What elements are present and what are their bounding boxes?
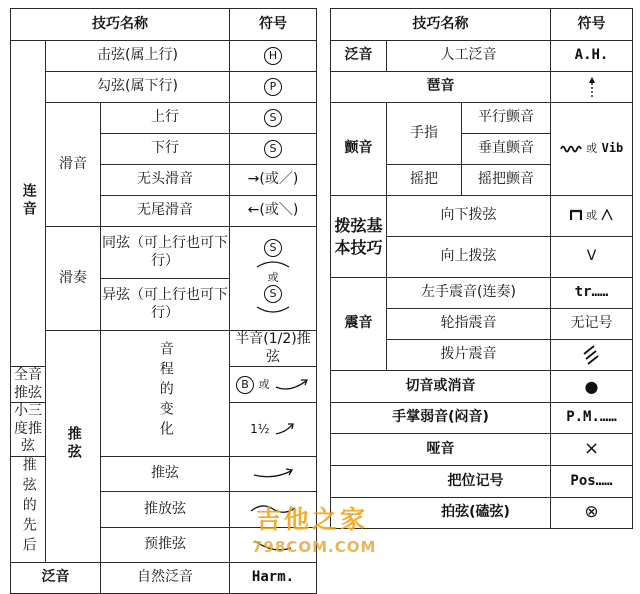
subcategory-huayin: 滑音 — [46, 103, 101, 227]
slide-down-symbol: S — [230, 134, 317, 165]
row-ziran-fanyin — [11, 563, 317, 594]
name-banyin: 半音(1/2)推弦 — [230, 331, 317, 367]
category-chanyin: 颤音 — [331, 103, 387, 196]
left-header-name: 技巧名称 — [11, 9, 230, 41]
pre-bend-symbol — [230, 527, 317, 563]
bend-curve-icon — [251, 466, 295, 480]
right-header-symbol: 符号 — [551, 9, 633, 41]
name-xiangshang: 向上拨弦 — [387, 237, 551, 278]
right-technique-table — [330, 8, 633, 529]
name-zuoshou: 左手震音(连奏) — [387, 278, 551, 309]
name-shouzhang: 手掌弱音(闷音) — [331, 403, 551, 434]
hammer-on-symbol: H — [230, 41, 317, 72]
row-jixian — [11, 41, 317, 72]
name-wutou: 无头滑音 — [101, 165, 230, 196]
bend-symbol — [230, 456, 317, 492]
chanyin-shouzhi: 手指 — [387, 103, 462, 165]
name-yixian: 异弦（可上行也可下行） — [101, 279, 230, 331]
row-piyin — [331, 72, 633, 103]
name-tuixian: 推弦 — [101, 456, 230, 492]
row-paixian — [331, 498, 633, 529]
watermark-logo-text: 吉他之家 — [256, 505, 369, 534]
vibrato-symbol: 或 Vib — [551, 103, 633, 196]
arpeggio-symbol — [551, 72, 633, 103]
glissando-s-icon-2: S — [264, 285, 282, 303]
slap-symbol: ⊗ — [551, 498, 633, 529]
row-qieyin — [331, 371, 633, 403]
left-header-row — [11, 9, 317, 41]
slide-up-symbol: S — [230, 103, 317, 134]
category-fanyin-right: 泛音 — [331, 41, 387, 72]
trill-symbol: tr…… — [551, 278, 633, 309]
mute-dot-symbol: ● — [551, 371, 633, 403]
name-qieyin: 切音或消音 — [331, 371, 551, 403]
vibrato-wave-icon — [560, 143, 582, 153]
pull-off-symbol: P — [230, 72, 317, 103]
name-tongxian: 同弦（可上行也可下行） — [101, 227, 230, 279]
row-shouzhang — [331, 403, 633, 434]
pre-bend-curve-icon — [251, 536, 295, 554]
watermark-url: 798COM.COM — [252, 538, 377, 556]
name-lunzhi: 轮指震音 — [387, 309, 551, 340]
position-symbol: Pos…… — [551, 466, 633, 498]
full-bend-symbol: B 或 — [230, 367, 317, 403]
category-lianyin: 连音 — [11, 41, 46, 367]
category-zhenyin: 震音 — [331, 278, 387, 371]
row-huayin-shangxing — [11, 103, 317, 134]
name-shangxing: 上行 — [101, 103, 230, 134]
palm-mute-symbol: P.M.…… — [551, 403, 633, 434]
slide-in-symbol: →(或／) — [230, 165, 317, 196]
name-pingxing: 平行颤音 — [462, 103, 551, 134]
minor-third-bend-symbol: 1½ — [230, 403, 317, 457]
name-bopian: 拨片震音 — [387, 340, 551, 371]
slide-out-symbol: ←(或＼) — [230, 196, 317, 227]
row-banyin — [11, 331, 317, 367]
glissando-arc-icon-2 — [253, 306, 293, 314]
left-header-symbol: 符号 — [230, 9, 317, 41]
subcategory-huazou: 滑奏 — [46, 227, 101, 331]
name-tuifang: 推放弦 — [101, 492, 230, 528]
natural-harmonic-symbol: Harm. — [230, 563, 317, 594]
row-pingxing — [331, 103, 633, 134]
name-yayin: 哑音 — [331, 434, 551, 466]
subcategory-yincheng: 音程的变化 — [101, 331, 230, 457]
name-xiaxing: 下行 — [101, 134, 230, 165]
category-fanyin-left: 泛音 — [11, 563, 101, 594]
name-quanyin: 全音推弦 — [11, 367, 46, 403]
row-xiangxia — [331, 196, 633, 237]
glissando-s-icon-1: S — [264, 239, 282, 257]
glissando-arc-icon-1 — [253, 260, 293, 268]
dead-note-symbol: × — [551, 434, 633, 466]
downstroke-symbol: 或 — [551, 196, 633, 237]
row-bawei — [331, 466, 633, 498]
bend-release-curve-icon — [248, 501, 298, 517]
caret-icon — [601, 209, 613, 221]
full-bend-curve-icon — [274, 377, 310, 391]
category-boxian: 拨弦基本技巧 — [331, 196, 387, 278]
name-gouxian: 勾弦(属下行) — [46, 72, 230, 103]
name-xiaosandu: 小三度推弦 — [11, 403, 46, 457]
name-bawei: 把位记号 — [331, 466, 551, 498]
name-paixian: 拍弦(磕弦) — [331, 498, 551, 529]
name-yutui: 预推弦 — [101, 527, 230, 563]
bend-arrow-icon — [274, 422, 296, 436]
no-symbol-text: 无记号 — [551, 309, 633, 340]
name-wuwei: 无尾滑音 — [101, 196, 230, 227]
name-piyin: 琶音 — [331, 72, 551, 103]
name-ziran-fanyin: 自然泛音 — [101, 563, 230, 594]
chanyin-yaoba: 摇把 — [387, 165, 462, 196]
bend-release-symbol — [230, 492, 317, 528]
glissando-symbol: S 或 S — [230, 227, 317, 331]
subcategory-xianhou: 推弦的先后 — [11, 456, 46, 563]
downstroke-icon — [570, 209, 582, 221]
name-xiangxia: 向下拨弦 — [387, 196, 551, 237]
row-tongxian — [11, 227, 317, 279]
artificial-harmonic-symbol: A.H. — [551, 41, 633, 72]
name-jixian: 击弦(属上行) — [46, 41, 230, 72]
name-chuizhi: 垂直颤音 — [462, 134, 551, 165]
row-rengong-fanyin — [331, 41, 633, 72]
category-tuixian: 推弦 — [46, 331, 101, 563]
upstroke-symbol: V — [551, 237, 633, 278]
right-header-row — [331, 9, 633, 41]
left-technique-table — [10, 8, 317, 594]
row-yayin — [331, 434, 633, 466]
name-yaobachanyin: 摇把颤音 — [462, 165, 551, 196]
name-rengong-fanyin: 人工泛音 — [387, 41, 551, 72]
row-gouxian — [11, 72, 317, 103]
right-header-name: 技巧名称 — [331, 9, 551, 41]
tremolo-picking-symbol — [551, 340, 633, 371]
row-zuoshou — [331, 278, 633, 309]
tremolo-slashes-icon — [581, 344, 603, 366]
arpeggio-arrow-icon — [587, 75, 597, 99]
